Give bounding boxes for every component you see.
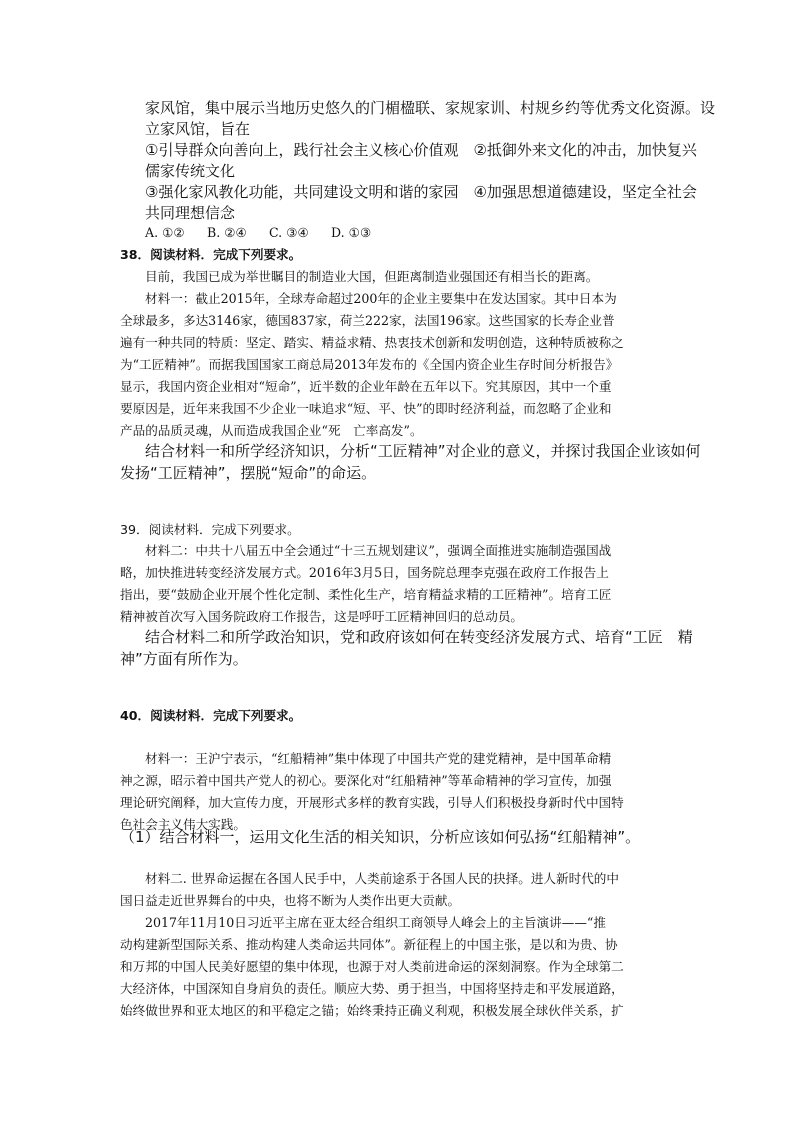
q40-material2-line: 材料二. 世界命运握在各国人民手中，人类前途系于各国人民的抉择。进人新时代的中 <box>145 871 619 886</box>
q39-material-line: 略，加快推进转变经济发展方式。2016年3月5日，国务院总理李克强在政府工作报告上 <box>120 565 609 580</box>
q37-stem-line: 立家风馆，旨在 <box>145 120 251 138</box>
q39-heading: 39．阅读材料．完成下列要求。 <box>120 522 300 537</box>
q37-choice-line: 共同理想信念 <box>145 204 236 222</box>
q40-material2-line: 和万邦的中国人民美好愿望的集中体现，也源于对人类前进命运的深刻洞察。作为全球第二 <box>120 959 624 974</box>
option-c: C. ③④ <box>269 225 309 240</box>
option-d: D. ①③ <box>331 225 372 240</box>
q40-material1-line: 材料一：王沪宁表示，“红船精神”集中体现了中国共产党的建党精神，是中国革命精 <box>145 751 612 766</box>
q40-material2-line: 始终做世界和亚太地区的和平稳定之锚；始终秉持正确义利观，积极发展全球伙伴关系，扩 <box>120 1003 624 1018</box>
q38-question-line: 发扬“工匠精神”，摆脱“短命”的命运。 <box>120 464 377 482</box>
q40-material2-line: 2017年11月10日习近平主席在亚太经合组织工商领导人峰会上的主旨演讲——“推 <box>145 915 606 930</box>
q39-material-line: 指出，要“鼓励企业开展个性化定制、柔性化生产，培育精益求精的工匠精神”。培育工匠 <box>120 587 612 602</box>
q40-heading: 40．阅读材料．完成下列要求。 <box>120 708 302 723</box>
q38-material-line: 遍有一种共同的特质：坚定、踏实、精益求精、热衷技术创新和发明创造，这种特质被称之 <box>120 335 624 350</box>
q40-question-1: （1）结合材料一，运用文化生活的相关知识，分析应该如何弘扬“红船精神”。 <box>120 828 641 846</box>
q40-material2-line: 国日益走近世界舞台的中央，也将不断为人类作出更大贡献。 <box>120 893 461 908</box>
q37-stem-line: 家风馆，集中展示当地历史悠久的门楣楹联、家规家训、村规乡约等优秀文化资源。设 <box>145 99 716 117</box>
q38-intro: 目前，我国已成为举世瞩目的制造业大国，但距离制造业强国还有相当长的距离。 <box>145 269 599 284</box>
q40-material1-line: 神之源，昭示着中国共产党人的初心。要深化对“红船精神”等革命精神的学习宣传，加强 <box>120 773 612 788</box>
q38-material-line: 全球最多，多达3146家，德国837家，荷兰222家，法国196家。这些国家的长寿企业普 <box>120 313 615 328</box>
q39-material-line: 精神被首次写入国务院政府工作报告，这是呼吁工匠精神回归的总动员。 <box>120 609 523 624</box>
q40-material2-line: 动构建新型国际关系、推动构建人类命运共同体”。新征程上的中国主张，是以和为贵、协 <box>120 937 618 952</box>
q40-material2-line: 大经济体，中国深知自身肩负的责任。顺应大势、勇于担当，中国将坚持走和平发展道路， <box>120 981 624 996</box>
q38-material-line: 为“工匠精神”。而据我国国家工商总局2013年发布的《全国内资企业生存时间分析报告》 <box>120 357 619 372</box>
q37-choice-line: ①引导群众向善向上，践行社会主义核心价值观 ②抵御外来文化的冲击，加快复兴 <box>145 141 697 159</box>
q39-question-line: 神”方面有所作为。 <box>120 650 248 668</box>
q39-material-line: 材料二：中共十八届五中全会通过“十三五规划建议”，强调全面推进实施制造强国战 <box>145 543 612 558</box>
q37-options <box>145 225 393 240</box>
q38-material-line: 产品的品质灵魂，从而造成我国企业“死 亡率高发”。 <box>120 423 423 438</box>
q38-material-line: 显示，我国内资企业相对“短命”，近半数的企业年龄在五年以下。究其原因，其中一个重 <box>120 379 612 394</box>
q40-material1-line: 色社会主义伟大实践。 <box>120 817 246 832</box>
option-b: B. ②④ <box>207 225 247 240</box>
q38-heading: 38．阅读材料．完成下列要求。 <box>120 247 302 262</box>
q38-material-line: 要原因是，近年来我国不少企业一味追求“短、平、快”的即时经济利益，而忽略了企业和 <box>120 401 612 416</box>
option-a: A. ①② <box>145 225 185 240</box>
q39-question-line: 结合材料二和所学政治知识，党和政府该如何在转变经济发展方式、培育“工匠 精 <box>145 628 693 646</box>
q37-choice-line: 儒家传统文化 <box>145 162 236 180</box>
q38-question-line: 结合材料一和所学经济知识，分析“工匠精神”对企业的意义，并探讨我国企业该如何 <box>145 442 701 460</box>
q37-choice-line: ③强化家风教化功能，共同建设文明和谐的家园 ④加强思想道德建设，坚定全社会 <box>145 183 697 201</box>
q40-material1-line: 理论研究阐释，加大宣传力度，开展形式多样的教育实践，引导人们积极投身新时代中国特 <box>120 795 624 810</box>
q38-material-line: 材料一：截止2015年，全球寿命超过200年的企业主要集中在发达国家。其中日本为 <box>145 291 617 306</box>
